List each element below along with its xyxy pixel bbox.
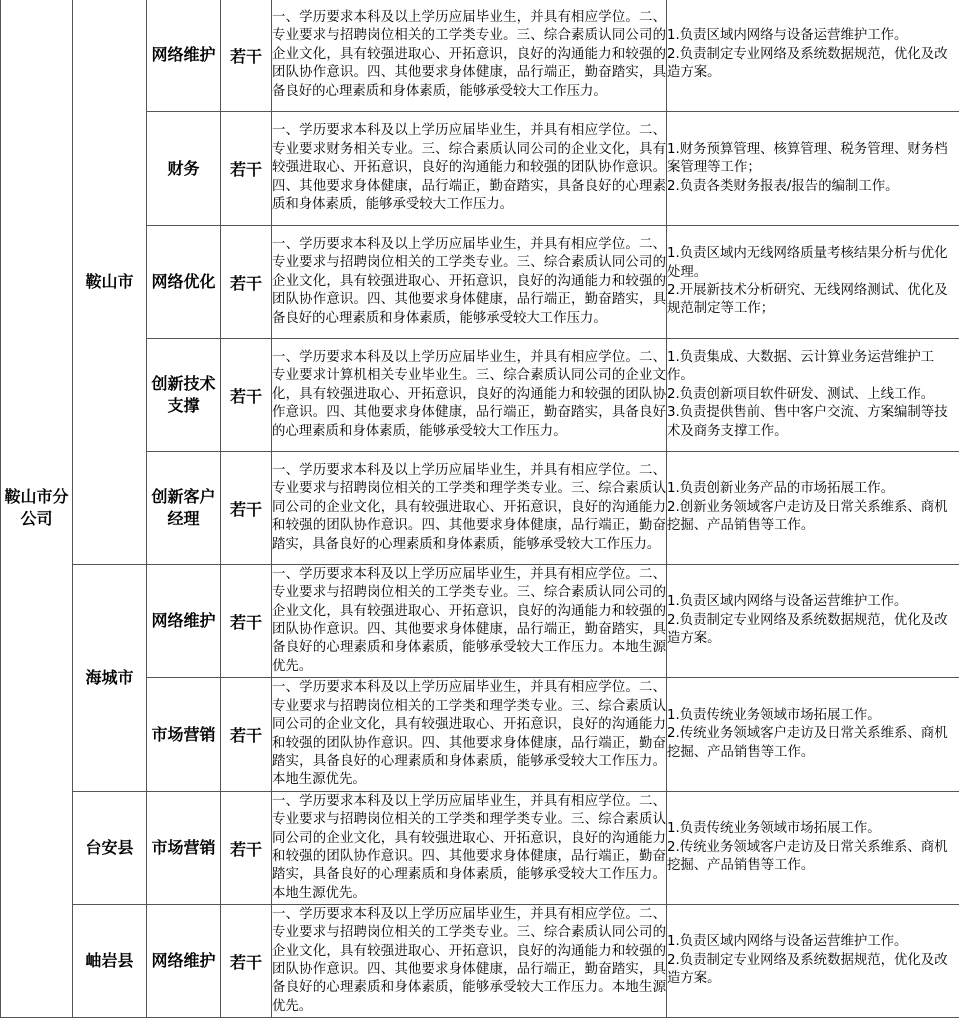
quantity-cell (221, 112, 272, 226)
requirements-text: 一、学历要求本科及以上学历应届毕业生，并具有相应学位。二、专业要求与招聘岗位相关的工学类和理学类专业。三、综合素质认同公司的企业文化，具有较强进取心、开拓意识，良好的沟通能力和较强的团队协作意识。四、其他要求身体健康，品行端正，勤奋踏实，具备良好的心理素质和身体素质，能够承受较大工作压力。本地生源优先。 (272, 680, 666, 787)
duty-item: 3.负责提供售前、售中客户交流、方案编制等技术及商务支撑工作。 (667, 404, 959, 441)
position-name: 市场营销 (151, 838, 215, 857)
quantity-cell (221, 565, 272, 678)
duties-cell (667, 678, 959, 792)
position-name: 财务 (167, 159, 199, 178)
position-cell (147, 339, 221, 452)
quantity-cell (221, 452, 272, 565)
position-name: 网络维护 (151, 45, 215, 64)
duties-cell (667, 452, 959, 565)
duty-item: 1.负责区域内网络与设备运营维护工作。 (667, 27, 959, 45)
city-name: 海城市 (85, 668, 133, 687)
position-cell (147, 452, 221, 565)
quantity-cell (221, 678, 272, 792)
table-row (1, 565, 959, 678)
duty-item: 1.财务预算管理、核算管理、税务管理、财务档案管理等工作； (667, 141, 959, 178)
duty-item: 2.负责制定专业网络及系统数据规范，优化及改造方案。 (667, 612, 959, 649)
quantity-value: 若干 (230, 274, 262, 293)
requirements-text: 一、学历要求本科及以上学历应届毕业生，并具有相应学位。二、专业要求与招聘岗位相关的工学类专业。三、综合素质认同公司的企业文化，具有较强进取心、开拓意识，良好的沟通能力和较强的团队协作意识。四、其他要求身体健康，品行端正，勤奋踏实，具备良好的心理素质和身体素质，能够承受较大工作压力。 (272, 10, 666, 99)
table-row (1, 905, 959, 1018)
requirements-text: 一、学历要求本科及以上学历应届毕业生，并具有相应学位。二、专业要求计算机相关专业毕业生。三、综合素质认同公司的企业文化，具有较强进取心、开拓意识，良好的沟通能力和较强的团队协作意识。四、其他要求身体健康，品行端正，勤奋踏实，具备良好的心理素质和身体素质，能够承受较大工作压力。 (272, 350, 666, 439)
duty-item: 2.创新业务领域客户走访及日常关系维系、商机挖掘、产品销售等工作。 (667, 499, 959, 536)
city-cell (73, 565, 147, 792)
requirements-text: 一、学历要求本科及以上学历应届毕业生，并具有相应学位。二、专业要求与招聘岗位相关的工学类和理学类专业。三、综合素质认同公司的企业文化，具有较强进取心、开拓意识，良好的沟通能力和较强的团队协作意识。四、其他要求身体健康，品行端正，勤奋踏实，具备良好的心理素质和身体素质，能够承受较大工作压力。 (272, 463, 666, 552)
duty-item: 1.负责区域内网络与设备运营维护工作。 (667, 933, 959, 951)
quantity-cell (221, 792, 272, 905)
requirements-cell (272, 0, 667, 112)
quantity-cell (221, 226, 272, 339)
city-name: 岫岩县 (85, 951, 133, 970)
duty-item: 1.负责传统业务领域市场拓展工作。 (667, 820, 959, 838)
position-cell (147, 0, 221, 112)
requirements-cell (272, 452, 667, 565)
duties-cell (667, 339, 959, 452)
quantity-cell (221, 905, 272, 1018)
position-name: 网络维护 (151, 951, 215, 970)
position-name: 网络维护 (151, 611, 215, 630)
quantity-value: 若干 (230, 47, 262, 66)
duty-item: 1.负责传统业务领域市场拓展工作。 (667, 707, 959, 725)
duty-item: 1.负责区域内无线网络质量考核结果分析与优化处理。 (667, 245, 959, 282)
duty-item: 2.负责制定专业网络及系统数据规范，优化及改造方案。 (667, 46, 959, 83)
quantity-value: 若干 (230, 840, 262, 859)
position-name: 网络优化 (151, 272, 215, 291)
city-name: 台安县 (85, 838, 133, 857)
quantity-cell (221, 339, 272, 452)
duties-cell (667, 226, 959, 339)
company-name: 鞍山市分公司 (4, 487, 68, 528)
duty-item: 1.负责集成、大数据、云计算业务运营维护工作。 (667, 349, 959, 386)
requirements-cell (272, 112, 667, 226)
quantity-cell (221, 0, 272, 112)
duty-item: 2.负责创新项目软件研发、测试、上线工作。 (667, 386, 959, 404)
position-cell (147, 565, 221, 678)
position-cell (147, 678, 221, 792)
requirements-text: 一、学历要求本科及以上学历应届毕业生，并具有相应学位。二、专业要求与招聘岗位相关的工学类专业。三、综合素质认同公司的企业文化，具有较强进取心、开拓意识，良好的沟通能力和较强的团队协作意识。四、其他要求身体健康，品行端正，勤奋踏实，具备良好的心理素质和身体素质，能够承受较大工作压力。 (272, 237, 666, 326)
city-cell (73, 792, 147, 905)
requirements-cell (272, 226, 667, 339)
quantity-value: 若干 (230, 953, 262, 972)
position-cell (147, 792, 221, 905)
duties-cell (667, 0, 959, 112)
quantity-value: 若干 (230, 160, 262, 179)
requirements-text: 一、学历要求本科及以上学历应届毕业生，并具有相应学位。二、专业要求财务相关专业。三、综合素质认同公司的企业文化，具有较强进取心、开拓意识，良好的沟通能力和较强的团队协作意识。四、其他要求身体健康，品行端正，勤奋踏实，具备良好的心理素质和身体素质，能够承受较大工作压力。 (272, 123, 666, 212)
duty-item: 2.开展新技术分析研究、无线网络测试、优化及规范制定等工作； (667, 282, 959, 319)
duties-cell (667, 565, 959, 678)
duties-cell (667, 792, 959, 905)
duty-item: 2.负责各类财务报表/报告的编制工作。 (667, 178, 959, 196)
city-cell (73, 905, 147, 1018)
requirements-text: 一、学历要求本科及以上学历应届毕业生，并具有相应学位。二、专业要求与招聘岗位相关的工学类专业。三、综合素质认同公司的企业文化，具有较强进取心、开拓意识，良好的沟通能力和较强的团队协作意识。四、其他要求身体健康，品行端正，勤奋踏实，具备良好的心理素质和身体素质，能够承受较大工作压力。本地生源优先。 (272, 567, 666, 674)
duties-cell (667, 905, 959, 1018)
requirements-cell (272, 792, 667, 905)
quantity-value: 若干 (230, 500, 262, 519)
requirements-cell (272, 905, 667, 1018)
quantity-value: 若干 (230, 726, 262, 745)
duties-cell (667, 112, 959, 226)
duty-item: 1.负责创新业务产品的市场拓展工作。 (667, 480, 959, 498)
requirements-cell (272, 678, 667, 792)
requirements-cell (272, 339, 667, 452)
position-name: 创新客户经理 (151, 487, 215, 528)
duty-item: 1.负责区域内网络与设备运营维护工作。 (667, 593, 959, 611)
position-name: 创新技术支撑 (151, 374, 215, 415)
quantity-value: 若干 (230, 613, 262, 632)
position-cell (147, 905, 221, 1018)
requirements-cell (272, 565, 667, 678)
company-cell (1, 0, 73, 1018)
duty-item: 2.负责制定专业网络及系统数据规范，优化及改造方案。 (667, 952, 959, 989)
position-name: 市场营销 (151, 725, 215, 744)
position-cell (147, 226, 221, 339)
requirements-text: 一、学历要求本科及以上学历应届毕业生，并具有相应学位。二、专业要求与招聘岗位相关的工学类专业。三、综合素质认同公司的企业文化，具有较强进取心、开拓意识，良好的沟通能力和较强的团队协作意识。四、其他要求身体健康，品行端正，勤奋踏实，具备良好的心理素质和身体素质，能够承受较大工作压力。本地生源优先。 (272, 907, 666, 1014)
city-cell (73, 0, 147, 565)
duty-item: 2.传统业务领域客户走访及日常关系维系、商机挖掘、产品销售等工作。 (667, 839, 959, 876)
duty-item: 2.传统业务领域客户走访及日常关系维系、商机挖掘、产品销售等工作。 (667, 725, 959, 762)
table-row (1, 792, 959, 905)
quantity-value: 若干 (230, 387, 262, 406)
city-name: 鞍山市 (85, 272, 133, 291)
position-cell (147, 112, 221, 226)
requirements-text: 一、学历要求本科及以上学历应届毕业生，并具有相应学位。二、专业要求与招聘岗位相关的工学类和理学类专业。三、综合素质认同公司的企业文化，具有较强进取心、开拓意识，良好的沟通能力和较强的团队协作意识。四、其他要求身体健康，品行端正，勤奋踏实，具备良好的心理素质和身体素质，能够承受较大工作压力。本地生源优先。 (272, 794, 666, 901)
table-row (1, 0, 959, 112)
